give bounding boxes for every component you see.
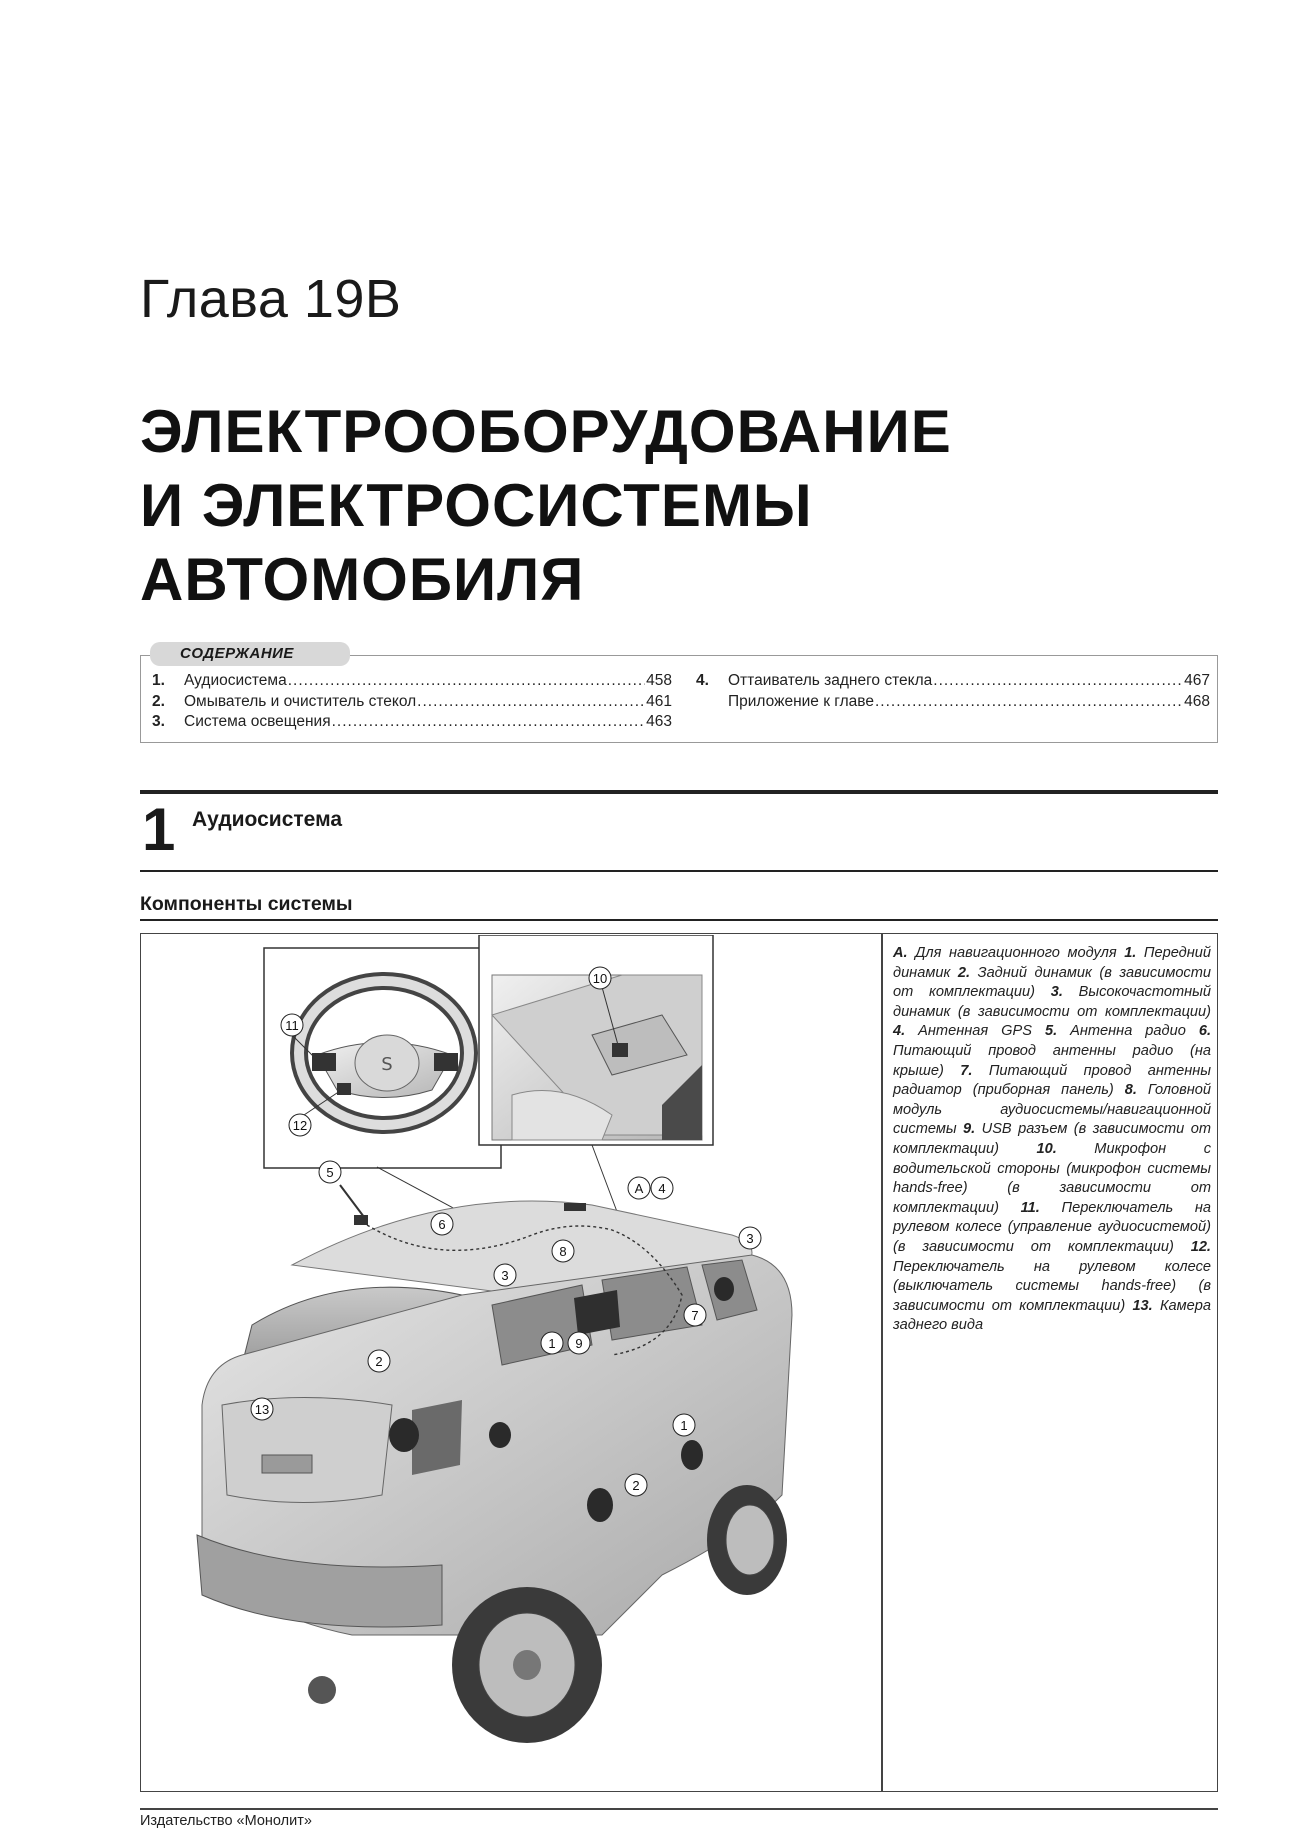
callout-label: 11 — [285, 1018, 299, 1033]
legend-entry: 9. USB разъем (в зависимости от комплектации) — [893, 1121, 1211, 1157]
callout-A — [628, 1177, 650, 1199]
toc-leader-dots — [417, 693, 645, 711]
toc-entry-text: Приложение к главе — [728, 692, 874, 710]
callout-3 — [494, 1264, 516, 1286]
callout-label: 1 — [680, 1418, 688, 1433]
toc-entry-page: 467 — [1184, 672, 1210, 689]
toc-entry[interactable] — [152, 693, 672, 714]
callout-label: 10 — [592, 971, 608, 986]
publisher-footer: Издательство «Монолит» — [140, 1813, 312, 1829]
subsection-title: Компоненты системы — [140, 893, 353, 915]
callout-2 — [368, 1350, 390, 1372]
figure-legend — [893, 944, 1211, 1336]
chapter-label: Глава 19В — [140, 269, 402, 329]
section-number: 1 — [142, 796, 176, 863]
legend-entry: A. Для навигационного модуля — [893, 945, 1117, 961]
callout-10 — [589, 967, 611, 989]
callout-12 — [289, 1114, 311, 1136]
callout-label: 2 — [375, 1354, 383, 1369]
car-illustration — [197, 1185, 792, 1743]
toc-leader-dots — [875, 693, 1183, 711]
section-top-rule — [140, 790, 1218, 794]
footer-rule — [140, 1808, 1218, 1810]
toc-entry[interactable] — [152, 672, 672, 693]
callout-label: 7 — [691, 1308, 699, 1323]
callout-5 — [319, 1161, 341, 1183]
callout-label: 5 — [326, 1165, 334, 1180]
legend-entry: 8. Головной модуль аудиосистемы/навигационной системы — [893, 1082, 1211, 1138]
subsection-rule — [140, 919, 1218, 921]
legend-entry: 13. Камера заднего вида — [893, 1297, 1212, 1334]
callout-label: 1 — [548, 1336, 556, 1351]
callout-1 — [673, 1414, 695, 1436]
legend-entry: 10. Микрофон с водительской стороны (микрофон системы hands-free) (в зависимости от комплектации) — [893, 1140, 1211, 1216]
toc-entry[interactable] — [696, 672, 1210, 693]
figure-divider — [881, 933, 883, 1792]
car-audio-diagram — [142, 935, 880, 1790]
callout-label: 3 — [746, 1231, 754, 1246]
microphone-inset — [479, 935, 713, 1145]
callout-3 — [739, 1227, 761, 1249]
callout-8 — [552, 1240, 574, 1262]
callout-2 — [625, 1474, 647, 1496]
callout-label: 2 — [632, 1478, 640, 1493]
callout-label: 9 — [575, 1336, 583, 1351]
legend-entry: 12. Переключатель на рулевом колесе (выключатель системы hands-free) (в зависимости от комплектации) — [893, 1238, 1211, 1314]
callout-11 — [281, 1014, 303, 1036]
legend-entry: 4. Антенная GPS — [893, 1023, 1032, 1040]
toc-entry-page: 461 — [646, 692, 672, 710]
callout-label: 6 — [438, 1217, 446, 1232]
legend-entry: 5. Антенна радио — [1044, 1023, 1186, 1040]
toc-leader-dots — [332, 713, 646, 731]
callout-1 — [541, 1332, 563, 1354]
callout-7 — [684, 1304, 706, 1326]
toc-entry-text: Система освещения — [184, 713, 331, 730]
legend-entry: 3. Высокочастотный динамик (в зависимости от комплектации) — [893, 984, 1211, 1020]
callout-label: 3 — [501, 1268, 509, 1283]
legend-entry: 7. Питающий провод антенны радиатор (приборная панель) — [893, 1062, 1212, 1099]
callout-9 — [568, 1332, 590, 1354]
toc-entry-number: 4. — [696, 672, 709, 689]
chapter-title-line-3: АВТОМОБИЛЯ — [140, 546, 585, 613]
section-title: Аудиосистема — [192, 808, 343, 831]
toc-leader-dots — [933, 672, 1183, 690]
chapter-title-line-2: И ЭЛЕКТРОСИСТЕМЫ — [140, 472, 813, 539]
callout-label: 12 — [292, 1118, 308, 1133]
toc-right-column — [696, 672, 1210, 713]
toc-entry-page: 468 — [1184, 692, 1210, 710]
toc-entry-number: 2. — [152, 692, 165, 710]
section-bottom-rule — [140, 870, 1218, 872]
toc-entry-page: 458 — [646, 672, 672, 689]
callout-label: 13 — [254, 1402, 270, 1417]
legend-entry: 11. Переключатель на рулевом колесе (управление аудиосистемой) (в зависимости от комплектации) — [893, 1199, 1212, 1255]
callout-label: A — [634, 1181, 644, 1196]
legend-entry: 2. Задний динамик (в зависимости от комплектации) — [893, 964, 1212, 1001]
chapter-title — [140, 395, 952, 617]
toc-entry-number: 1. — [152, 672, 165, 689]
callout-4 — [651, 1177, 673, 1199]
callout-13 — [251, 1398, 273, 1420]
toc-entry-text: Аудиосистема — [184, 672, 287, 689]
callout-6 — [431, 1213, 453, 1235]
toc-header: СОДЕРЖАНИЕ — [150, 642, 350, 666]
callout-label: 4 — [658, 1181, 666, 1196]
toc-entry-text: Омыватель и очиститель стекол — [184, 692, 417, 710]
toc-entry-text: Оттаиватель заднего стекла — [728, 672, 933, 689]
toc-left-column — [152, 672, 672, 734]
toc-entry[interactable] — [696, 693, 1210, 714]
svg-text:S: S — [381, 1054, 393, 1075]
toc-entry-page: 463 — [646, 713, 672, 730]
chapter-title-line-1: ЭЛЕКТРООБОРУДОВАНИЕ — [140, 398, 952, 465]
legend-entry: 6. Питающий провод антенны радио (на крыше) — [893, 1023, 1211, 1079]
toc-leader-dots — [288, 672, 645, 690]
toc-entry-number: 3. — [152, 713, 165, 730]
legend-entry: 1. Передний динамик — [893, 945, 1211, 981]
toc-entry[interactable] — [152, 713, 672, 734]
callout-label: 8 — [559, 1244, 567, 1259]
